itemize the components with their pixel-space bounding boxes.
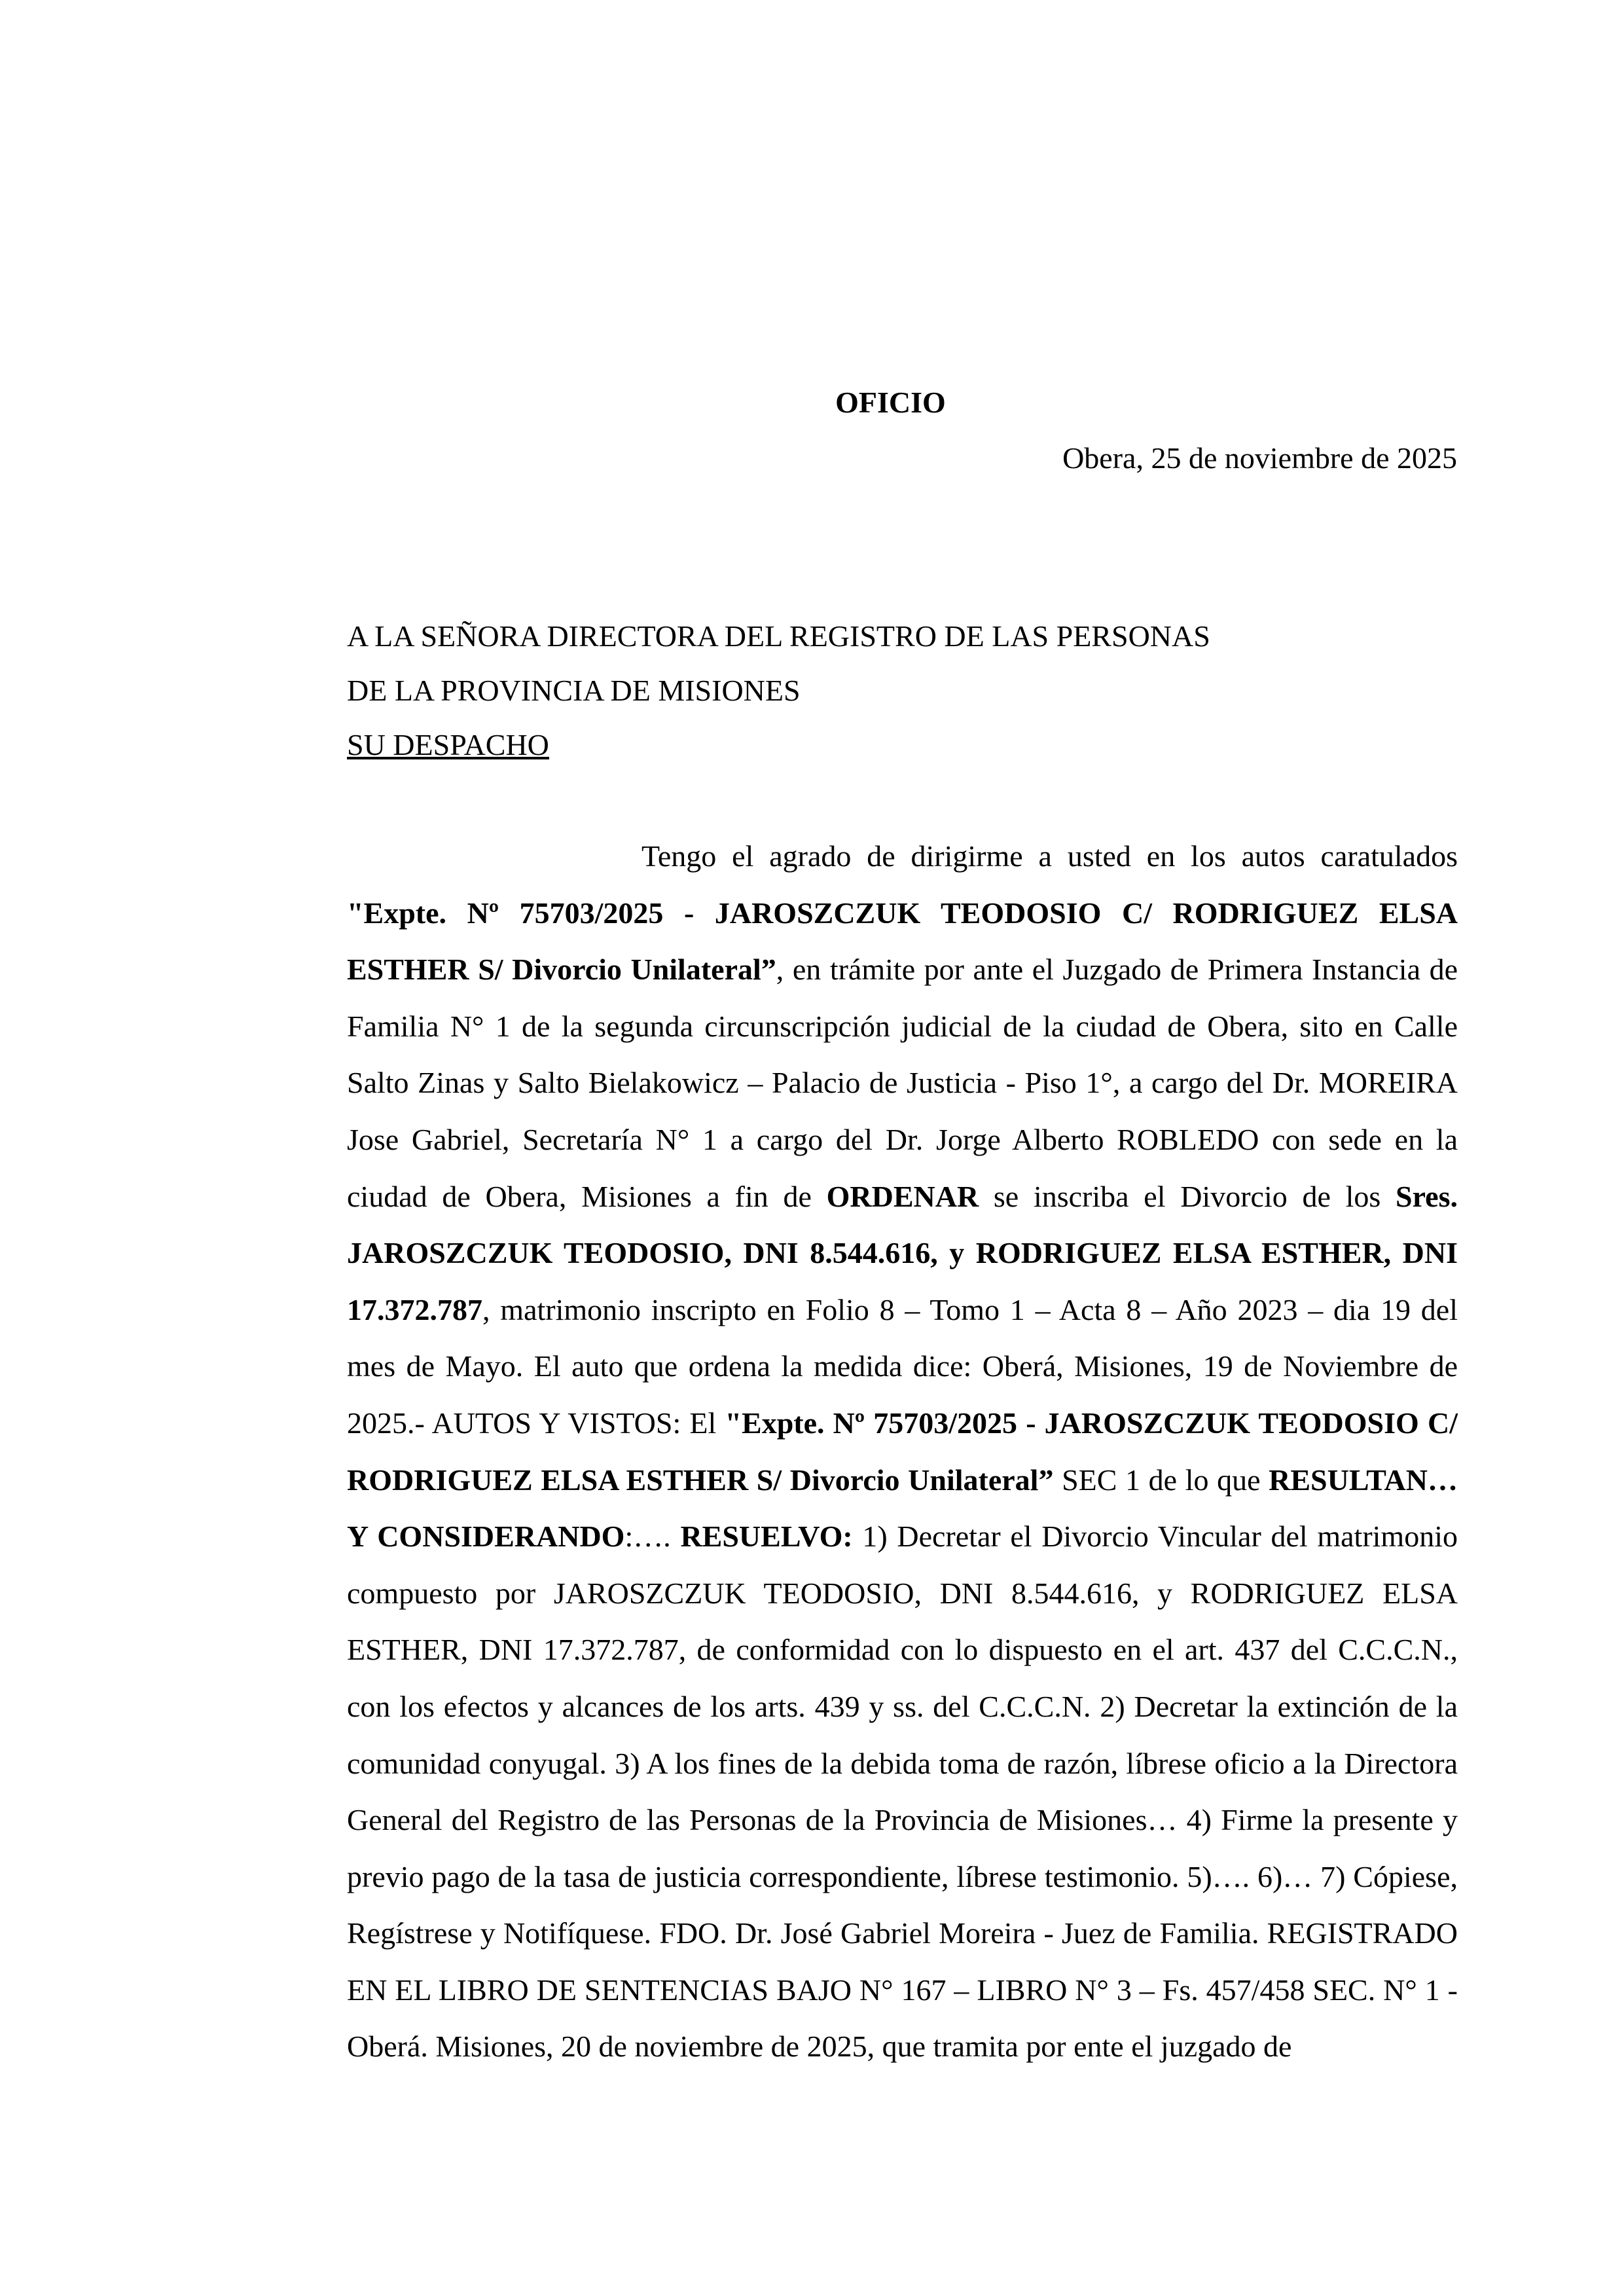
case-title-bold-2: "Expte. Nº 75703/2025 - JAROSZCZUK TEODOSIO C/ RODRIGUEZ ELSA ESTHER S/ Divorcio Unilateral” (347, 1406, 1458, 1497)
ordenar-bold: ORDENAR (826, 1179, 979, 1213)
body-segment: se inscriba el Divorcio de los (979, 1179, 1396, 1213)
body-paragraph (347, 828, 1458, 2075)
body-segment: , matrimonio inscripto en Folio 8 – Tomo 1 – Acta 8 – Año 2023 – dia 19 del mes de Mayo. El auto que ordena la medida dice: Oberá, Misiones, 19 de Noviembre de 2025.- AUTOS Y VISTOS: El (347, 1292, 1458, 1440)
addressee-line-1: A LA SEÑORA DIRECTORA DEL REGISTRO DE LAS PERSONAS (347, 619, 1210, 653)
resuelvo-bold: RESUELVO: (680, 1520, 853, 1554)
case-title-bold: "Expte. Nº 75703/2025 - JAROSZCZUK TEODOSIO C/ RODRIGUEZ ELSA ESTHER S/ Divorcio Unilateral” (347, 896, 1458, 987)
body-segment: , en trámite por ante el Juzgado de Primera Instancia de Familia N° 1 de la segunda circunscripción judicial de la ciudad de Obera, sito en Calle Salto Zinas y Salto Bielakowicz – Palacio de Justicia - Piso 1°, a cargo del Dr. MOREIRA Jose Gabriel, Secretaría N° 1 a cargo del Dr. Jorge Alberto ROBLEDO con sede en la ciudad de Obera, Misiones a fin de (347, 953, 1458, 1213)
body-segment: 1) Decretar el Divorcio Vincular del matrimonio compuesto por JAROSZCZUK TEODOSIO, DNI 8.544.616, y RODRIGUEZ ELSA ESTHER, DNI 17.372.787, de conformidad con lo dispuesto en el art. 437 del C.C.C.N., con los efectos y alcances de los arts. 439 y ss. del C.C.C.N. 2) Decretar la extinción de la comunidad conyugal. 3) A los fines de la debida toma de razón, líbrese oficio a la Directora General del Registro de las Personas de la Provincia de Misiones… 4) Firme la presente y previo pago de la tasa de justicia correspondiente, líbrese testimonio. 5)…. 6)… 7) Cópiese, Regístrese y Notifíquese. FDO. Dr. José Gabriel Moreira - Juez de Familia. REGISTRADO EN EL LIBRO DE SENTENCIAS BAJO N° 167 – LIBRO N° 3 – Fs. 457/458 SEC. N° 1 - Oberá. Misiones, 20 de noviembre de 2025, que tramita por ente el juzgado de (347, 1520, 1458, 2064)
resultan-bold: RESULTAN… Y CONSIDERANDO (347, 1463, 1458, 1554)
body-segment: SEC 1 de lo que (1053, 1463, 1269, 1497)
body-segment: :…. (624, 1520, 681, 1554)
addressee-line-3: SU DESPACHO (347, 728, 549, 761)
addressee-block (347, 609, 1210, 772)
parties-bold: Sres. JAROSZCZUK TEODOSIO, DNI 8.544.616, y RODRIGUEZ ELSA ESTHER, DNI 17.372.787 (347, 1179, 1458, 1326)
document-title: OFICIO (835, 386, 946, 419)
body-segment: Tengo el agrado de dirigirme a usted en los autos caratulados (641, 839, 1458, 873)
date-line: Obera, 25 de noviembre de 2025 (1062, 441, 1457, 475)
addressee-line-2: DE LA PROVINCIA DE MISIONES (347, 674, 801, 707)
